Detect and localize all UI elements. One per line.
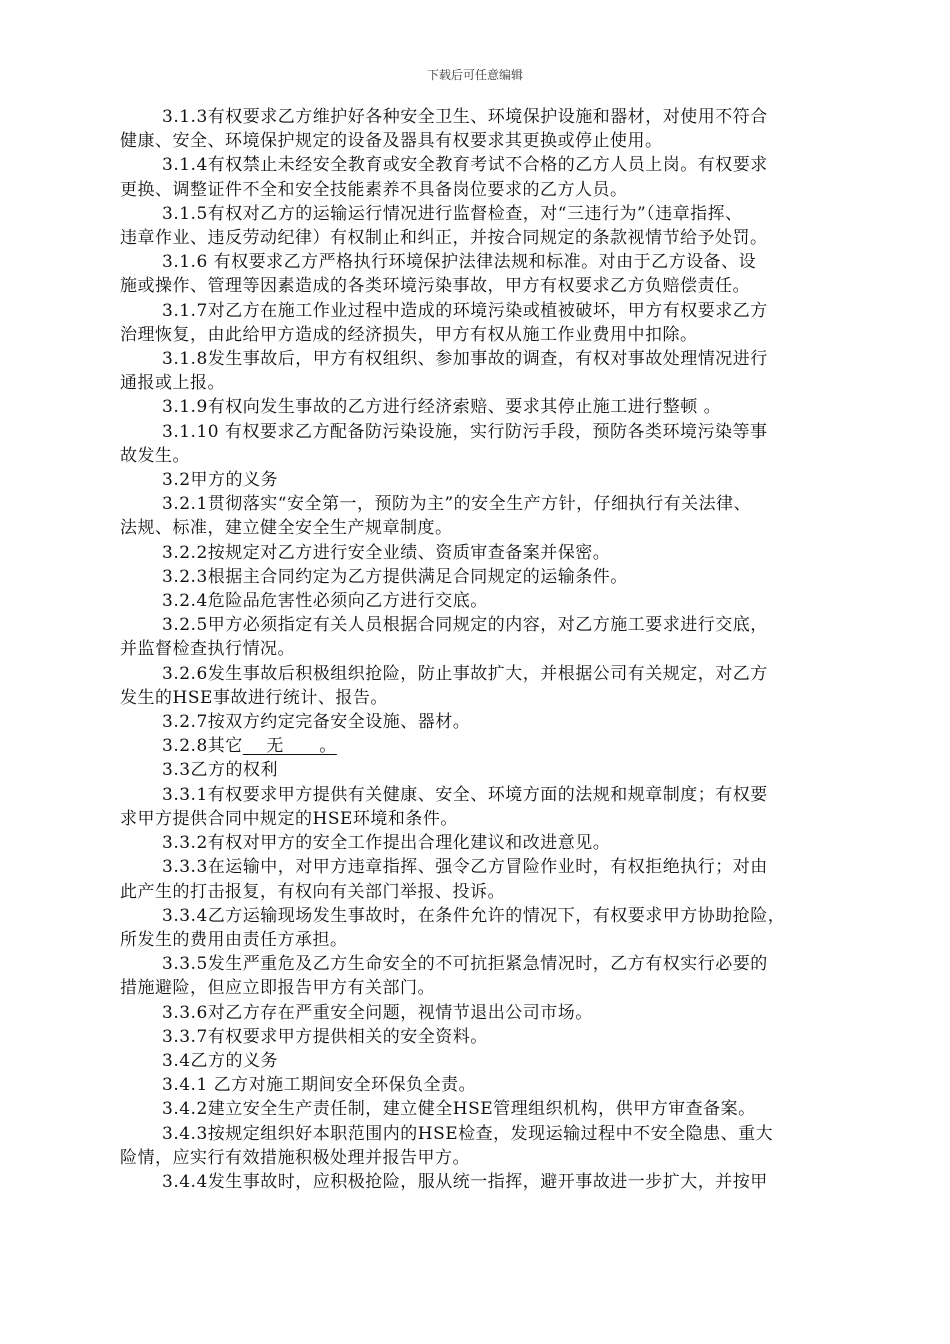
text-line: 3.2.2按规定对乙方进行安全业绩、资质审查备案并保密。 (162, 542, 611, 563)
paragraph-3-2-3 (0, 565, 950, 589)
text-line: 3.1.8发生事故后，甲方有权组织、参加事故的调查，有权对事故处理情况进行 (162, 349, 768, 370)
paragraph-3-3-2 (0, 831, 950, 855)
text-line: 求甲方提供合同中规定的HSE环境和条件。 (120, 808, 458, 829)
item-3-2-8-prefix: 3.2.8其它 (162, 736, 243, 757)
text-line: 3.2.7按双方约定完备安全设施、器材。 (162, 712, 471, 733)
paragraph-3-3-5 (0, 952, 950, 1000)
paragraph-3-1-4 (0, 153, 950, 201)
paragraph-3-1-8 (0, 347, 950, 395)
text-line: 并监督检查执行情况。 (120, 639, 295, 660)
paragraph-3-2-5 (0, 613, 950, 661)
text-line: 3.2.3根据主合同约定为乙方提供满足合同规定的运输条件。 (162, 566, 628, 587)
text-line: 3.1.3有权要求乙方维护好各种安全卫生、环境保护设施和器材，对使用不符合 (162, 107, 768, 127)
paragraph-3-3-7 (0, 1025, 950, 1049)
paragraph-3-2-2 (0, 541, 950, 565)
text-line: 法规、标准，建立健全安全生产规章制度。 (120, 518, 453, 539)
text-line: 3.1.5有权对乙方的运输运行情况进行监督检查，对“三违行为”（违章指挥、 (162, 203, 743, 224)
paragraph-3-1-9 (0, 395, 950, 419)
text-line: 3.3.6对乙方存在严重安全问题，视情节退出公司市场。 (162, 1002, 593, 1023)
paragraph-3-1-7 (0, 299, 950, 347)
section-heading-3-4 (0, 1049, 950, 1073)
text-line: 3.2.1贯彻落实“安全第一，预防为主”的安全生产方针，仔细执行有关法律、 (162, 494, 752, 515)
text-line: 3.3.2有权对甲方的安全工作提出合理化建议和改进意见。 (162, 833, 611, 854)
text-line: 3.2.5甲方必须指定有关人员根据合同规定的内容，对乙方施工要求进行交底， (162, 615, 768, 636)
paragraph-3-3-1 (0, 783, 950, 831)
text-line: 3.3.4乙方运输现场发生事故时，在条件允许的情况下，有权要求甲方协助抢险， (162, 905, 786, 926)
fill-in-blank: 无 。 (242, 736, 337, 757)
text-line: 发生的HSE事故进行统计、报告。 (120, 687, 388, 708)
text-line: 3.3.7有权要求甲方提供相关的安全资料。 (162, 1026, 488, 1047)
text-line: 3.3乙方的权利 (162, 760, 279, 781)
text-line: 3.1.10 有权要求乙方配备防污染设施，实行防污手段，预防各类环境污染等事 (162, 421, 768, 442)
paragraph-3-3-4 (0, 904, 950, 952)
paragraph-3-2-6 (0, 662, 950, 710)
paragraph-3-4-4 (0, 1170, 950, 1194)
text-line: 3.1.6 有权要求乙方严格执行环境保护法律法规和标准。对由于乙方设备、设 (162, 252, 757, 273)
text-line: 治理恢复，由此给甲方造成的经济损失，甲方有权从施工作业费用中扣除。 (120, 324, 698, 345)
section-heading-3-2 (0, 468, 950, 492)
paragraph-3-2-1 (0, 492, 950, 540)
text-line: 3.2.6发生事故后积极组织抢险，防止事故扩大，并根据公司有关规定，对乙方 (162, 663, 768, 684)
text-line: 3.4.1 乙方对施工期间安全环保负全责。 (162, 1075, 477, 1096)
text-line: 3.4.4发生事故时，应积极抢险，服从统一指挥，避开事故进一步扩大，并按甲 (162, 1171, 768, 1192)
text-line: 更换、调整证件不全和安全技能素养不具备岗位要求的乙方人员。 (120, 179, 628, 200)
paragraph-3-1-3 (0, 105, 950, 153)
text-line: 3.1.4有权禁止未经安全教育或安全教育考试不合格的乙方人员上岗。有权要求 (162, 155, 768, 176)
text-line: 3.2甲方的义务 (162, 470, 279, 491)
text-line: 3.3.5发生严重危及乙方生命安全的不可抗拒紧急情况时，乙方有权实行必要的 (162, 954, 768, 975)
paragraph-3-3-6 (0, 1001, 950, 1025)
text-line: 3.4.2建立安全生产责任制，建立健全HSE管理组织机构，供甲方审查备案。 (162, 1099, 756, 1120)
text-line: 3.2.4危险品危害性必须向乙方进行交底。 (162, 591, 488, 612)
paragraph-3-4-3 (0, 1122, 950, 1170)
text-line: 险情，应实行有效措施积极处理并报告甲方。 (120, 1147, 470, 1168)
text-line: 3.3.1有权要求甲方提供有关健康、安全、环境方面的法规和规章制度；有权要 (162, 784, 768, 805)
page-header: 下载后可任意编辑 (426, 68, 523, 82)
paragraph-3-1-10 (0, 420, 950, 468)
text-line: 施或操作、管理等因素造成的各类环境污染事故，甲方有权要求乙方负赔偿责任。 (120, 276, 750, 297)
paragraph-3-2-8 (0, 734, 950, 758)
text-line: 所发生的费用由责任方承担。 (120, 929, 348, 950)
paragraph-3-2-7 (0, 710, 950, 734)
paragraph-3-4-2 (0, 1097, 950, 1121)
document-body (0, 105, 950, 1194)
paragraph-3-1-5 (0, 202, 950, 250)
paragraph-3-1-6 (0, 250, 950, 298)
section-heading-3-3 (0, 758, 950, 782)
paragraph-3-2-4 (0, 589, 950, 613)
text-line: 3.3.3在运输中，对甲方违章指挥、强令乙方冒险作业时，有权拒绝执行；对由 (162, 857, 768, 878)
text-line: 违章作业、违反劳动纪律）有权制止和纠正，并按合同规定的条款视情节给予处罚。 (120, 228, 768, 249)
text-line: 3.1.7对乙方在施工作业过程中造成的环境污染或植被破坏，甲方有权要求乙方 (162, 300, 768, 321)
text-line: 通报或上报。 (120, 373, 225, 394)
text-line: 措施避险，但应立即报告甲方有关部门。 (120, 978, 435, 999)
text-line: 3.1.9有权向发生事故的乙方进行经济索赔、要求其停止施工进行整顿 。 (162, 397, 722, 418)
text-line: 此产生的打击报复，有权向有关部门举报、投诉。 (120, 881, 505, 902)
text-line: 健康、安全、环境保护规定的设备及器具有权要求其更换或停止使用。 (120, 131, 663, 152)
text-line: 3.4.3按规定组织好本职范围内的HSE检查，发现运输过程中不安全隐患、重大 (162, 1123, 774, 1144)
text-line: 3.4乙方的义务 (162, 1050, 279, 1071)
paragraph-3-4-1 (0, 1073, 950, 1097)
text-line: 故发生。 (120, 445, 190, 466)
paragraph-3-3-3 (0, 855, 950, 903)
